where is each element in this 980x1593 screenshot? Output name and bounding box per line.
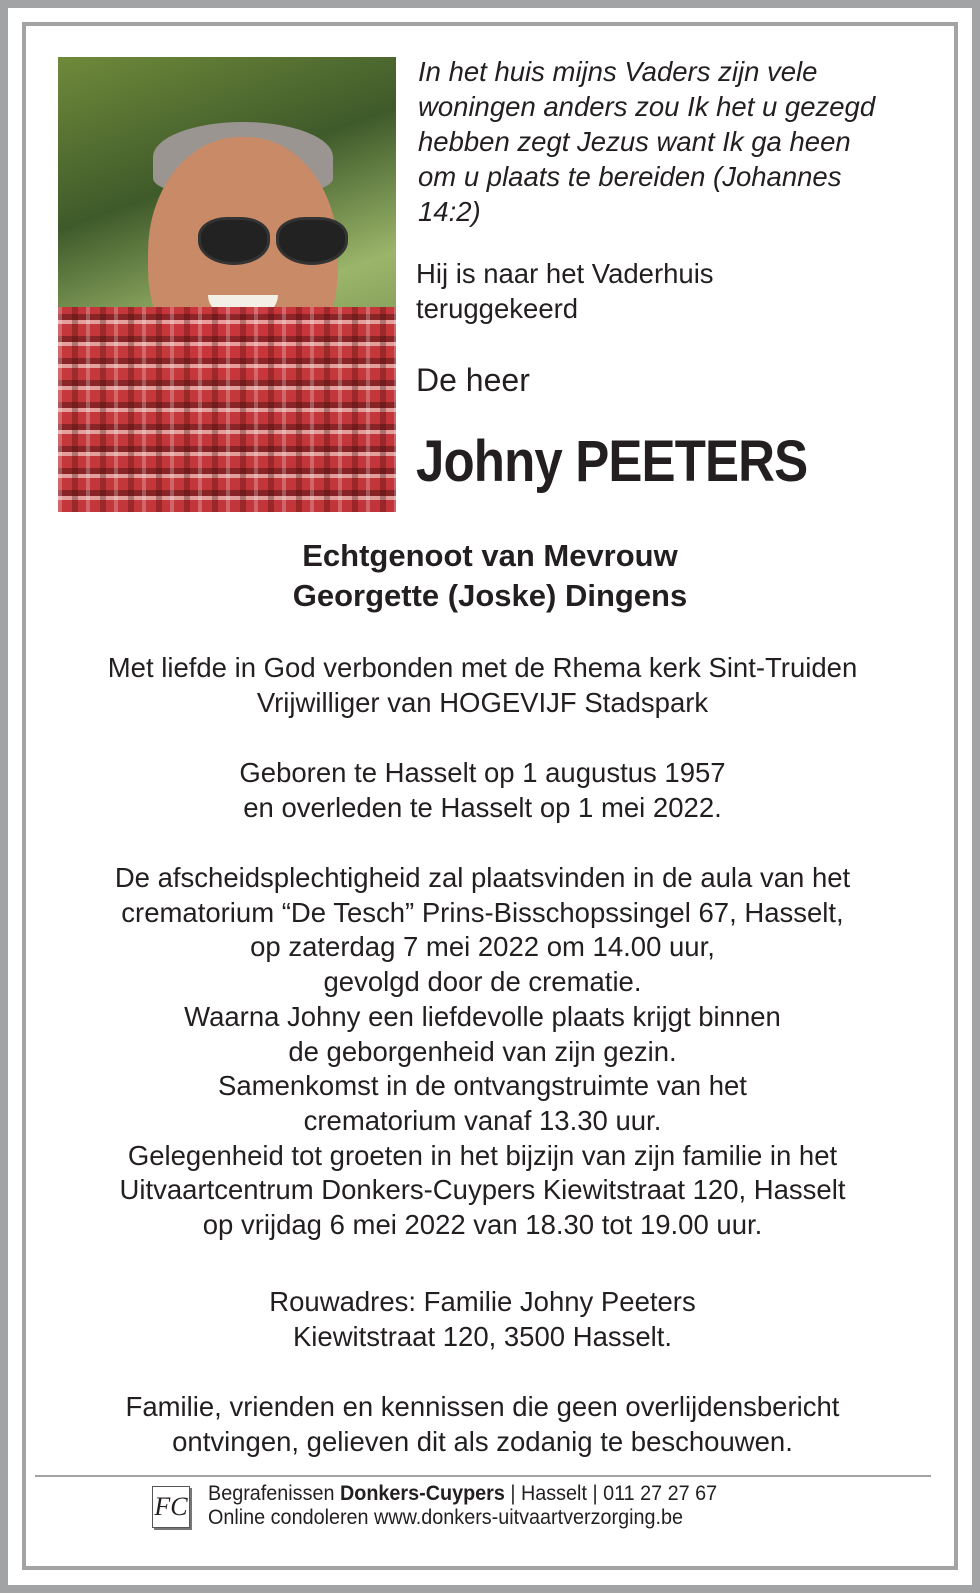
footer-prefix: Begrafenissen xyxy=(208,1481,340,1505)
text-line: en overleden te Hasselt op 1 mei 2022. xyxy=(243,791,722,823)
affiliation xyxy=(0,651,965,720)
text-line: op vrijdag 6 mei 2022 van 18.30 tot 19.00 uur. xyxy=(202,1209,763,1241)
footer-divider xyxy=(35,1475,931,1477)
text-line: Vrijwilliger van HOGEVIJF Stadspark xyxy=(256,686,709,718)
company-name: Donkers-Cuypers xyxy=(339,1481,505,1505)
subtitle-line: teruggekeerd xyxy=(416,293,579,324)
portrait-photo xyxy=(58,57,396,512)
text-line: de geborgenheid van zijn gezin. xyxy=(288,1035,677,1067)
text-line: Rouwadres: Familie Johny Peeters xyxy=(269,1286,696,1317)
spouse-line: Echtgenoot van Mevrouw xyxy=(302,538,678,573)
mourning-address xyxy=(0,1285,965,1354)
spouse-line: Georgette (Joske) Dingens xyxy=(292,578,688,613)
text-line: Met liefde in God verbonden met de Rhema kerk Sint-Truiden xyxy=(107,652,858,683)
funeral-home-logo-icon: FC xyxy=(152,1486,190,1528)
closing-note xyxy=(0,1390,965,1459)
text-line: Gelegenheid tot groeten in het bijzijn van zijn familie in het xyxy=(127,1139,838,1171)
text-line: op zaterdag 7 mei 2022 om 14.00 uur, xyxy=(250,931,715,963)
text-line: De afscheidsplechtigheid zal plaatsvinden in de aula van het xyxy=(114,862,851,893)
footer-city: | Hasselt | xyxy=(504,1481,604,1505)
text-line: Samenkomst in de ontvangstruimte van het xyxy=(218,1070,747,1102)
text-line: Geboren te Hasselt op 1 augustus 1957 xyxy=(239,757,726,788)
text-line: gevolgd door de crematie. xyxy=(323,966,642,998)
website-link[interactable]: www.donkers-uitvaartverzorging.be xyxy=(374,1505,683,1529)
text-line: Kiewitstraat 120, 3500 Hasselt. xyxy=(292,1320,673,1352)
spouse xyxy=(0,536,980,616)
honorific: De heer xyxy=(416,362,530,398)
text-line: Waarna Johny een liefdevolle plaats krijgt binnen xyxy=(184,1000,781,1032)
text-line: ontvingen, gelieven dit als zodanig te beschouwen. xyxy=(172,1425,793,1457)
text-line: crematorium “De Tesch” Prins-Bisschopssingel 67, Hasselt, xyxy=(121,896,844,928)
dates xyxy=(0,756,965,825)
text-line: crematorium vanaf 13.30 uur. xyxy=(303,1104,662,1136)
footer xyxy=(208,1481,717,1529)
ceremony-details xyxy=(0,861,965,1243)
deceased-name: Johny PEETERS xyxy=(416,429,808,494)
phone-number[interactable]: 011 27 27 67 xyxy=(603,1481,718,1505)
condole-label: Online condoleren xyxy=(208,1505,375,1529)
subtitle xyxy=(416,256,714,326)
text-line: Uitvaartcentrum Donkers-Cuypers Kiewitstraat 120, Hasselt xyxy=(119,1174,846,1206)
text-line: Familie, vrienden en kennissen die geen overlijdensbericht xyxy=(125,1391,840,1422)
subtitle-line: Hij is naar het Vaderhuis xyxy=(416,258,714,289)
bible-quote: In het huis mijns Vaders zijn vele woningen anders zou Ik het u gezegd hebben zegt Jezus want Ik ga heen om u plaats te bereiden (Johannes 14:2) xyxy=(418,56,876,227)
